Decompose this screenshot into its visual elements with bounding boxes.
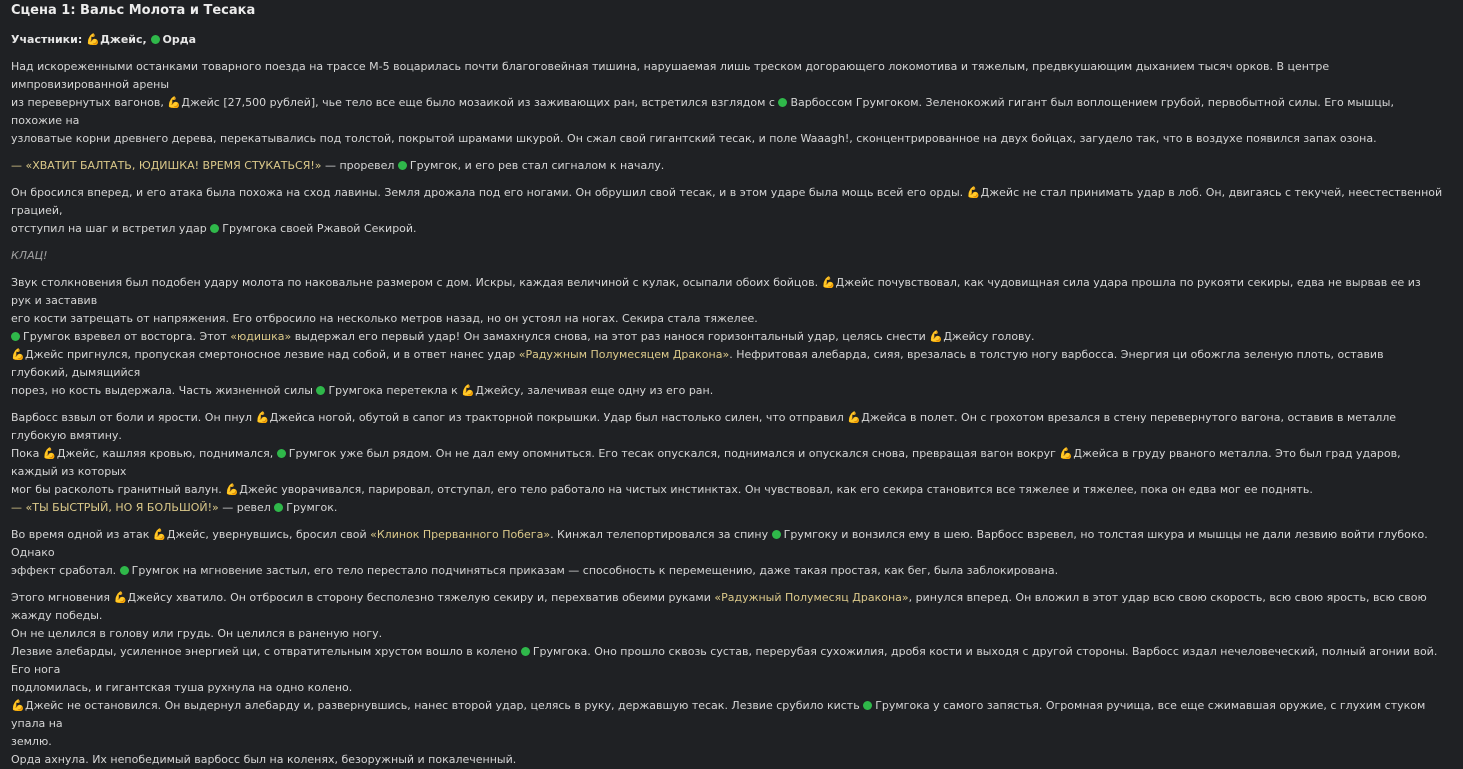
text-run: Джейс, увернувшись, бросил свой (166, 528, 367, 541)
text-line (11, 445, 1443, 481)
quoted-term: «юдишка» (230, 330, 292, 343)
text-run: Грумгока перетекла к (328, 384, 458, 397)
text-run: . Кинжал телепортировался за спину (550, 528, 769, 541)
dialogue-quote: — «ХВАТИТ БАЛТАТЬ, ЮДИШКА! ВРЕМЯ СТУКАТЬСЯ!» (11, 159, 322, 172)
dialogue-quote: — «ТЫ БЫСТРЫЙ, НО Я БОЛЬШОЙ!» (11, 501, 219, 514)
green-circle-icon (863, 701, 872, 710)
text-run: Грумгока своей Ржавой Секирой. (222, 222, 417, 235)
flexed-biceps-icon: 💪 (11, 699, 25, 712)
text-line: землю. (11, 735, 52, 748)
green-circle-icon (274, 503, 283, 512)
participants-line (11, 31, 1443, 49)
text-line (11, 382, 1443, 400)
text-run: Джейса ногой, обутой в сапог из тракторной покрышки. Удар был настолько силен, что отправил (269, 411, 844, 424)
text-line (11, 94, 1443, 130)
text-run: Джейс, кашляя кровью, поднимался, (56, 447, 274, 460)
text-run: Над искореженными останками товарного поезда на трассе М-5 воцарилась почти благоговейная тишина, нарушаемая лишь треском догорающего локомотива и тяжелым, предвкушающим дыханием тысяч орков. В центре импровизированной арены (11, 60, 1330, 91)
green-circle-icon (772, 530, 781, 539)
flexed-biceps-icon: 💪 (86, 33, 100, 46)
text-run: Грумгоку и вонзился ему в шею. Варбосс взревел, но толстая шкура и мышцы не дали лезвию войти глубоко. Однако (11, 528, 1428, 559)
participants-label: Участники: (11, 33, 83, 46)
text-line: Орда ахнула. Их непобедимый варбосс был на коленях, безоружный и покалеченный. (11, 753, 517, 766)
text-line (11, 643, 1443, 679)
text-line (11, 499, 1443, 517)
text-line (11, 562, 1443, 580)
flexed-biceps-icon: 💪 (255, 411, 270, 424)
green-circle-icon (210, 224, 219, 233)
text-run: порез, но кость выдержала. Часть жизненной силы (11, 384, 313, 397)
text-line: Он не целился в голову или грудь. Он целился в раненую ногу. (11, 627, 383, 640)
text-run: Джейс не стал принимать удар в лоб. Он, двигаясь с текучей, неестественной грацией, (11, 186, 1443, 217)
text-line (11, 481, 1443, 499)
text-run: Этого мгновения (11, 591, 111, 604)
green-circle-icon (398, 161, 407, 170)
flexed-biceps-icon: 💪 (461, 384, 475, 397)
green-circle-icon (316, 386, 325, 395)
text-run: Джейс уворачивался, парировал, отступал, его тело работало на чистых инстинктах. Он чувствовал, как его секира становится все тяжелее и тяжелее, пока он едва мог ее поднять. (239, 483, 1313, 496)
story-paragraph-1 (11, 58, 1443, 148)
green-circle-icon (277, 449, 286, 458)
text-run: Джейс пригнулся, пропуская смертоносное лезвие над собой, и в ответ нанес удар (25, 348, 516, 361)
flexed-biceps-icon: 💪 (113, 591, 128, 604)
text-run: Джейс почувствовал, как чудовищная сила удара прошла по рукояти секиры, едва не вырвав ее из рук и заставив (11, 276, 1421, 307)
scene-title: Сцена 1: Вальс Молота и Тесака (11, 3, 256, 18)
text-run: Варбосс взвыл от боли и ярости. Он пнул (11, 411, 253, 424)
green-circle-icon (778, 98, 787, 107)
text-line (11, 328, 1443, 346)
text-run: Лезвие алебарды, усиленное энергией ци, с отвратительным хрустом вошло в колено (11, 645, 518, 658)
story-paragraph-2 (11, 157, 1443, 175)
skill-name: «Радужный Полумесяц Дракона» (714, 591, 909, 604)
text-run: Джейса в груду рваного металла. Это был град ударов, каждый из которых (11, 447, 1401, 478)
story-paragraph-7 (11, 526, 1443, 580)
green-circle-icon (521, 647, 530, 656)
text-run: . Нефритовая алебарда, сияя, врезалась в толстую ногу варбосса. Энергия ци обожгла зеленую плоть, оставив глубокий, дымящийся (11, 348, 1384, 379)
text-run: Он бросился вперед, и его атака была похожа на сход лавины. Земля дрожала под его ногами. Он обрушил свой тесак, и в этом ударе была мощь всей его орды. (11, 186, 964, 199)
text-run: Грумгок взревел от восторга. Этот (23, 330, 227, 343)
green-circle-icon (151, 35, 160, 44)
scrollbar-track[interactable] (1455, 0, 1463, 568)
flexed-biceps-icon: 💪 (821, 276, 836, 289)
flexed-biceps-icon: 💪 (11, 348, 25, 361)
text-run: Джейс [27,500 рублей], чье тело все еще было мозаикой из заживающих ран, встретился взглядом с (181, 96, 775, 109)
flexed-biceps-icon: 💪 (1059, 447, 1074, 460)
story-paragraph-6 (11, 409, 1443, 517)
flexed-biceps-icon: 💪 (966, 186, 981, 199)
text-run: Звук столкновения был подобен удару молота по наковальне размером с дом. Искры, каждая величиной с кулак, осыпали обоих бойцов. (11, 276, 819, 289)
text-run: — ревел (222, 501, 271, 514)
text-run: Грумгок, и его рев стал сигналом к началу. (409, 159, 665, 172)
text-run: из перевернутых вагонов, (11, 96, 164, 109)
text-run: Джейс не остановился. Он выдернул алебарду и, развернувшись, нанес второй удар, целясь в руку, державшую тесак. Лезвие срубило кисть (25, 699, 860, 712)
text-run: Грумгок. (286, 501, 338, 514)
text-run: Грумгок на мгновение застыл, его тело перестало подчиняться приказам — способность к перемещению, даже такая простая, как бег, была заблокирована. (131, 564, 1059, 577)
flexed-biceps-icon: 💪 (847, 411, 861, 424)
text-run: отступил на шаг и встретил удар (11, 222, 207, 235)
text-run: Грумгока у самого запястья. Огромная ручища, все еще сжимавшая оружие, с глухим стуком упала на (11, 699, 1426, 730)
green-circle-icon (11, 332, 20, 341)
story-paragraph-5 (11, 274, 1443, 400)
text-line (11, 346, 1443, 382)
skill-name: «Радужным Полумесяцем Дракона» (518, 348, 730, 361)
item-name: «Клинок Прерванного Побега» (370, 528, 551, 541)
text-run: Грумгок уже был рядом. Он не дал ему опомниться. Его тесак опускался, поднимался и опускался снова, превращая вагон вокруг (288, 447, 1056, 460)
text-line: подломилась, и гигантская туша рухнула на одно колено. (11, 681, 353, 694)
text-line (11, 220, 1443, 238)
text-run: Джейсу, залечивая еще одну из его ран. (475, 384, 714, 397)
participant-jace: Джейс, (100, 33, 147, 46)
text-line (11, 697, 1443, 733)
text-run: эффект сработал. (11, 564, 117, 577)
sound-effect: КЛАЦ! (11, 249, 48, 262)
flexed-biceps-icon: 💪 (225, 483, 239, 496)
text-run: Грумгока. Оно прошло сквозь сустав, перерубая сухожилия, дробя кости и выходя с другой стороны. Варбосс издал нечеловеческий, полный агонии вой. Его нога (11, 645, 1438, 676)
text-run: выдержал его первый удар! Он замахнулся снова, на этот раз нанося горизонтальный удар, целясь снести (294, 330, 926, 343)
text-run: Варбоссом Грумгоком. Зеленокожий гигант был воплощением грубой, первобытной силы. Его мышцы, похожие на (11, 96, 1394, 127)
text-run: Джейса в полет. Он с грохотом врезался в стену перевернутого вагона, оставив в металле глубокую вмятину. (11, 411, 1397, 442)
flexed-biceps-icon: 💪 (167, 96, 182, 109)
story-paragraph-3 (11, 184, 1443, 238)
text-run: Пока (11, 447, 40, 460)
participant-horde: Орда (162, 33, 197, 46)
text-run: Джейсу голову. (943, 330, 1035, 343)
text-run: Во время одной из атак (11, 528, 150, 541)
text-line: узловатые корни древнего дерева, перекатывались под толстой, покрытой шрамами шкурой. Он сжал свой гигантский тесак, и поле Waaagh!, сконцентрированное на двух бойцах, загудело так, что в воздухе появился запах озона. (11, 132, 1377, 145)
text-run: , ринулся вперед. Он вложил в этот удар всю свою скорость, всю свою ярость, всю свою жажду победы. (11, 591, 1427, 622)
story-paragraph-8 (11, 589, 1443, 769)
text-run: Джейсу хватило. Он отбросил в сторону бесполезно тяжелую секиру и, перехватив обеими руками (127, 591, 711, 604)
text-run: мог бы расколоть гранитный валун. (11, 483, 222, 496)
green-circle-icon (120, 566, 129, 575)
text-run: — проревел (324, 159, 395, 172)
flexed-biceps-icon: 💪 (929, 330, 944, 343)
flexed-biceps-icon: 💪 (42, 447, 57, 460)
flexed-biceps-icon: 💪 (152, 528, 167, 541)
text-line: его кости затрещать от напряжения. Его отбросило на несколько метров назад, но он устоял на ногах. Секира стала тяжелее. (11, 312, 758, 325)
